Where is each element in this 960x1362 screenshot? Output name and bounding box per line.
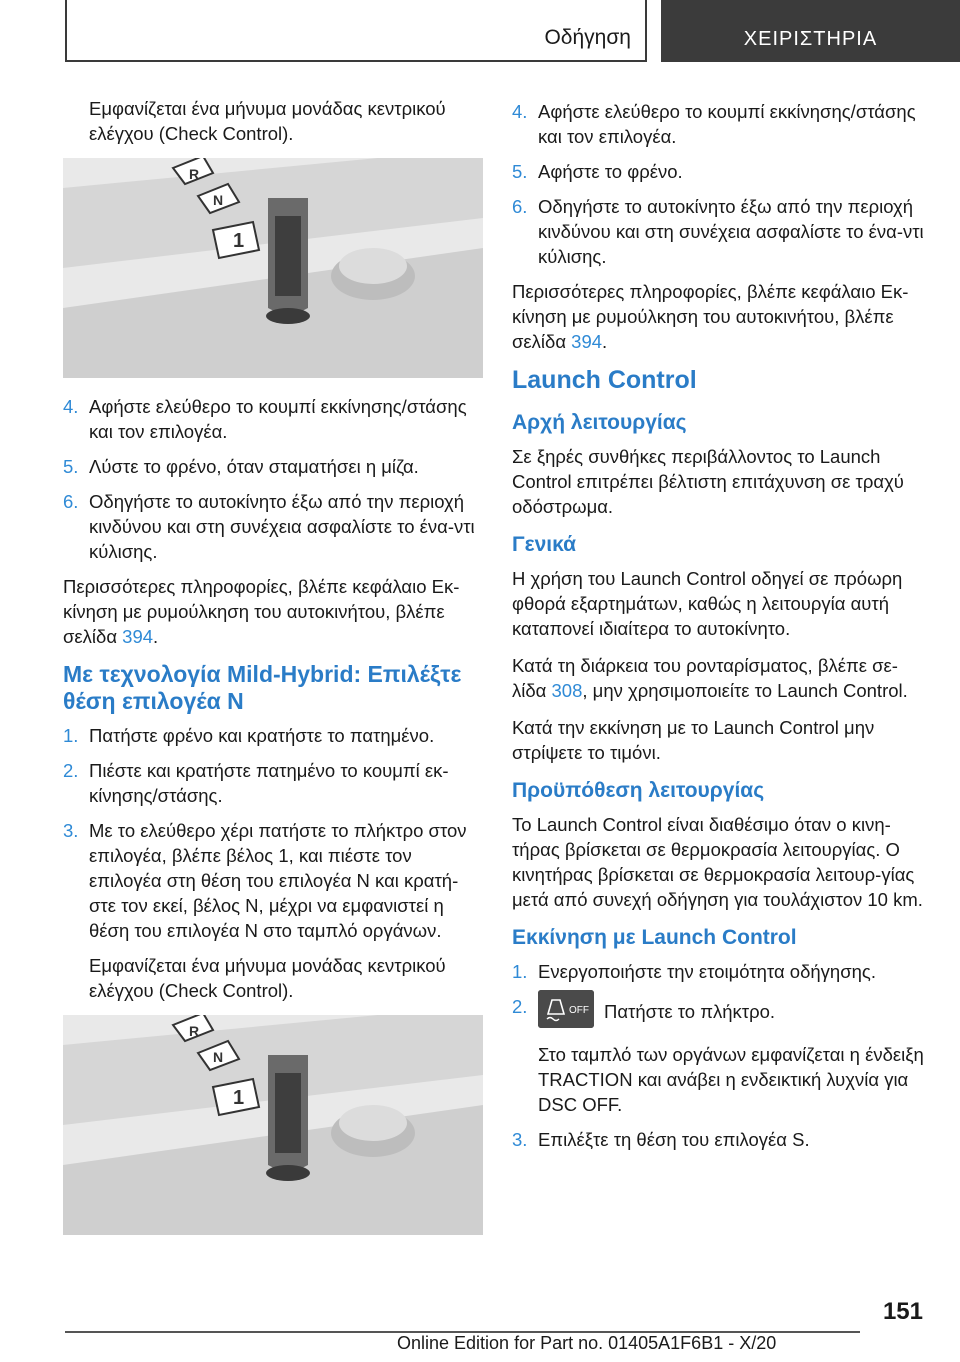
step-number: 5. bbox=[512, 161, 528, 182]
heading-mild-hybrid: Με τεχνολογία Mild-Hybrid: Επιλέξτε θέση επιλογέα N bbox=[63, 661, 462, 714]
header-chapter-label: ΧΕΙΡΙΣΤΗΡΙΑ bbox=[743, 28, 878, 50]
step-number: 3. bbox=[512, 1129, 528, 1150]
list-item bbox=[512, 99, 932, 149]
list-item bbox=[512, 159, 932, 184]
header-chapter-tab bbox=[661, 0, 960, 62]
page-link-394[interactable]: 394 bbox=[122, 626, 154, 647]
general-text-3: Κατά την εκκίνηση με το Launch Control μην στρίψετε το τιμόνι. bbox=[512, 717, 875, 763]
check-control-message-1: Εμφανίζεται ένα μήνυμα μονάδας κεντρικού ελέγχου (Check Control). bbox=[89, 98, 446, 144]
photo-label-1: 1 bbox=[233, 230, 245, 252]
gear-selector-photo-2 bbox=[63, 1015, 483, 1235]
right-column bbox=[512, 99, 932, 1162]
list-item bbox=[63, 394, 483, 444]
step-number: 2. bbox=[63, 760, 79, 781]
right-steps-a bbox=[512, 99, 932, 269]
photo-label-r: R bbox=[189, 166, 200, 182]
step-number: 1. bbox=[512, 961, 528, 982]
step-text: Επιλέξτε τη θέση του επιλογέα S. bbox=[538, 1129, 810, 1150]
step-number: 4. bbox=[63, 396, 79, 417]
heading-general: Γενικά bbox=[512, 533, 577, 556]
step-text: Αφήστε το φρένο. bbox=[538, 161, 683, 182]
step-text: Πιέστε και κρατήστε πατημένο το κουμπί εκ-κίνησης/στάσης. bbox=[89, 760, 449, 806]
check-control-message-2: Εμφανίζεται ένα μήνυμα μονάδας κεντρικού ελέγχου (Check Control). bbox=[89, 955, 446, 1001]
list-item bbox=[63, 758, 483, 808]
dsc-off-button-icon bbox=[538, 990, 594, 1028]
header-section-label: Οδήγηση bbox=[544, 26, 631, 49]
left-steps-a bbox=[63, 394, 483, 564]
left-steps-b bbox=[63, 723, 483, 943]
photo-label-n: N bbox=[213, 1049, 224, 1065]
list-item bbox=[63, 454, 483, 479]
more-info-paragraph: Περισσότερες πληροφορίες, βλέπε κεφάλαιο Εκ-κίνηση με ρυμούλκηση του αυτοκινήτου, βλέπε σελίδα 394. bbox=[63, 576, 460, 647]
gear-selector-photo-1 bbox=[63, 158, 483, 378]
step-number: 4. bbox=[512, 101, 528, 122]
step2-note: Στο ταμπλό των οργάνων εμφανίζεται η ένδειξη TRACTION και ανάβει η ενδεικτική λυχνία για DSC OFF. bbox=[538, 1044, 924, 1115]
general-text-1: Η χρήση του Launch Control οδηγεί σε πρόωρη φθορά εξαρτημάτων, καθώς η λειτουργία αυτή καταπονεί ιδιαίτερα το αυτοκίνητο. bbox=[512, 568, 903, 639]
prerequisite-text: Το Launch Control είναι διαθέσιμο όταν ο κινη-τήρας βρίσκεται σε θερμοκρασία λειτουργίας. Ο κινητήρας βρίσκεται σε θερμοκρασία λειτουρ-γίας μετά από συνεχή οδήγηση για τουλάχιστον 10 km. bbox=[512, 814, 923, 910]
footer-edition: Online Edition for Part no. 01405A1F6B1 - X/20 bbox=[397, 1333, 777, 1353]
list-item bbox=[512, 994, 932, 1117]
step-number: 2. bbox=[512, 996, 528, 1017]
general-text-2: Κατά τη διάρκεια του ρονταρίσματος, βλέπε σε-λίδα 308, μην χρησιμοποιείτε το Launch Control. bbox=[512, 655, 908, 701]
step-number: 5. bbox=[63, 456, 79, 477]
step-number: 6. bbox=[63, 491, 79, 512]
list-item bbox=[512, 1127, 932, 1152]
step-number: 1. bbox=[63, 725, 79, 746]
photo-label-r: R bbox=[189, 1023, 200, 1039]
page-link-308[interactable]: 308 bbox=[551, 680, 583, 701]
step-number: 3. bbox=[63, 820, 79, 841]
photo-label-n: N bbox=[213, 192, 224, 208]
step-text: Λύστε το φρένο, όταν σταματήσει η μίζα. bbox=[89, 456, 419, 477]
step-text: Πατήστε φρένο και κρατήστε το πατημένο. bbox=[89, 725, 435, 746]
step-text: Ενεργοποιήστε την ετοιμότητα οδήγησης. bbox=[538, 961, 876, 982]
step-text: Οδηγήστε το αυτοκίνητο έξω από την περιοχή κινδύνου και στη συνέχεια ασφαλίστε το ένα-ντι κύλισης. bbox=[538, 196, 924, 267]
icon-off-label: OFF bbox=[569, 1005, 589, 1016]
step-text: Οδηγήστε το αυτοκίνητο έξω από την περιοχή κινδύνου και στη συνέχεια ασφαλίστε το ένα-ντι κύλισης. bbox=[89, 491, 475, 562]
step-number: 6. bbox=[512, 196, 528, 217]
step-text: Αφήστε ελεύθερο το κουμπί εκκίνησης/στάσης και τον επιλογέα. bbox=[89, 396, 467, 442]
heading-launch-control: Launch Control bbox=[512, 366, 697, 394]
list-item bbox=[63, 723, 483, 748]
right-steps-b bbox=[512, 959, 932, 1152]
more-info-paragraph: Περισσότερες πληροφορίες, βλέπε κεφάλαιο Εκ-κίνηση με ρυμούλκηση του αυτοκινήτου, βλέπε σελίδα 394. bbox=[512, 281, 909, 352]
page-link-394[interactable]: 394 bbox=[571, 331, 603, 352]
page-number: 151 bbox=[882, 1298, 923, 1325]
step-text: OFF Πατήστε το πλήκτρο. Στο ταμπλό των οργάνων εμφανίζεται η ένδειξη TRACTION και ανάβει η ενδεικτική λυχνία για DSC OFF. bbox=[538, 994, 932, 1117]
list-item bbox=[512, 194, 932, 269]
header-section-tab bbox=[65, 0, 647, 62]
step-text: Με το ελεύθερο χέρι πατήστε το πλήκτρο στον επιλογέα, βλέπε βέλος 1, και πιέστε τον επιλογέα στη θέση του επιλογέα N και κρατή-στε τον εκεί, βέλος N, μέχρι να εμφανιστεί η θέση του επιλογέα N στο ταμπλό οργάνων. bbox=[89, 820, 467, 941]
list-item bbox=[63, 818, 483, 943]
heading-start-launch-control: Εκκίνηση με Launch Control bbox=[512, 926, 797, 949]
photo-label-1: 1 bbox=[233, 1087, 245, 1109]
step-text: Αφήστε ελεύθερο το κουμπί εκκίνησης/στάσης και τον επιλογέα. bbox=[538, 101, 916, 147]
heading-prerequisite: Προϋπόθεση λειτουργίας bbox=[512, 779, 765, 802]
list-item bbox=[63, 489, 483, 564]
principle-text: Σε ξηρές συνθήκες περιβάλλοντος το Launch Control επιτρέπει βέλτιστη επιτάχυνση σε τραχύ οδόστρωμα. bbox=[512, 446, 904, 517]
left-column bbox=[63, 96, 483, 1251]
heading-principle: Αρχή λειτουργίας bbox=[512, 411, 687, 434]
list-item bbox=[512, 959, 932, 984]
